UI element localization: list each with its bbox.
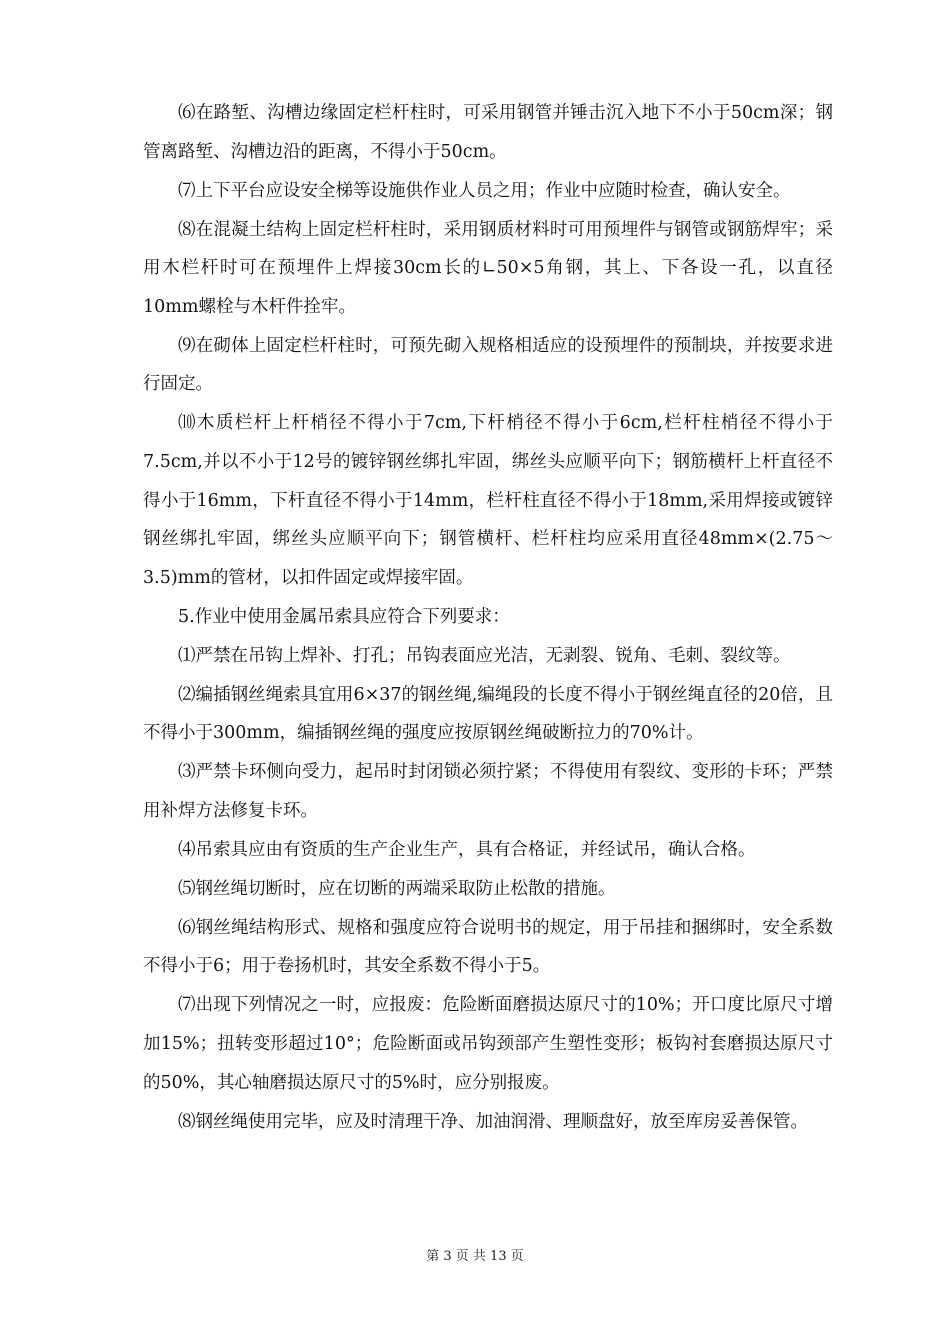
paragraph: ⑹在路堑、沟槽边缘固定栏杆柱时，可采用钢管并锤击沉入地下不小于50cm深；钢管离路堑、沟槽边沿的距离，不得小于50cm。 — [143, 103, 833, 162]
paragraph: ⑸钢丝绳切断时，应在切断的两端采取防止松散的措施。 — [178, 878, 616, 899]
page-number-footer: 第 3 页 共 13 页 — [426, 1249, 524, 1264]
paragraph: ⑻钢丝绳使用完毕，应及时清理干净、加油润滑、理顺盘好，放至库房妥善保管。 — [178, 1111, 808, 1132]
paragraph: ⑼在砌体上固定栏杆柱时，可预先砌入规格相适应的设预埋件的预制块，并按要求进行固定。 — [143, 335, 833, 395]
paragraph: ⑻在混凝土结构上固定栏杆柱时，采用钢质材料时可用预埋件与钢管或钢筋焊牢；采用木栏杆时可在预埋件上焊接30cm长的∟50×5角钢，其上、下各设一孔，以直径10mm螺栓与木杆件拴牢。 — [143, 219, 833, 317]
paragraph: ⑹钢丝绳结构形式、规格和强度应符合说明书的规定，用于吊挂和捆绑时，安全系数不得小于6；用于卷扬机时，其安全系数不得小于5。 — [143, 917, 833, 977]
paragraph: ⑵编插钢丝绳索具宜用6×37的钢丝绳,编绳段的长度不得小于钢丝绳直径的20倍，且不得小于300mm，编插钢丝绳的强度应按原钢丝绳破断拉力的70%计。 — [143, 684, 833, 744]
paragraph: ⑴严禁在吊钩上焊补、打孔；吊钩表面应光洁，无剥裂、锐角、毛刺、裂纹等。 — [178, 645, 791, 666]
section-heading: 5.作业中使用金属吊索具应符合下列要求： — [178, 606, 510, 627]
paragraph: ⑷吊索具应由有资质的生产企业生产，具有合格证，并经试吊，确认合格。 — [178, 839, 756, 860]
paragraph: ⑺出现下列情况之一时，应报废：危险断面磨损达原尺寸的10%；开口度比原尺寸增加15%；扭转变形超过10°；危险断面或吊钩颈部产生塑性变形；板钩衬套磨损达原尺寸的50%，其心轴磨损达原尺寸的5%时，应分别报废。 — [143, 995, 833, 1093]
paragraph: ⑽木质栏杆上杆梢径不得小于7cm,下杆梢径不得小于6cm,栏杆柱梢径不得小于7.5cm,并以不小于12号的镀锌钢丝绑扎牢固，绑丝头应顺平向下；钢筋横杆上杆直径不得小于16mm，下杆直径不得小于14mm，栏杆柱直径不得小于18mm,采用焊接或镀锌钢丝绑扎牢固，绑丝头应顺平向下；钢管横杆、栏杆柱均应采用直径48mm×(2.75～3.5)mm的管材，以扣件固定或焊接牢固。 — [143, 413, 833, 588]
paragraph: ⑺上下平台应设安全梯等设施供作业人员之用；作业中应随时检查，确认安全。 — [178, 180, 791, 201]
paragraph: ⑶严禁卡环侧向受力，起吊时封闭锁必须拧紧；不得使用有裂纹、变形的卡环；严禁用补焊方法修复卡环。 — [143, 762, 833, 821]
document-body — [143, 94, 833, 1142]
